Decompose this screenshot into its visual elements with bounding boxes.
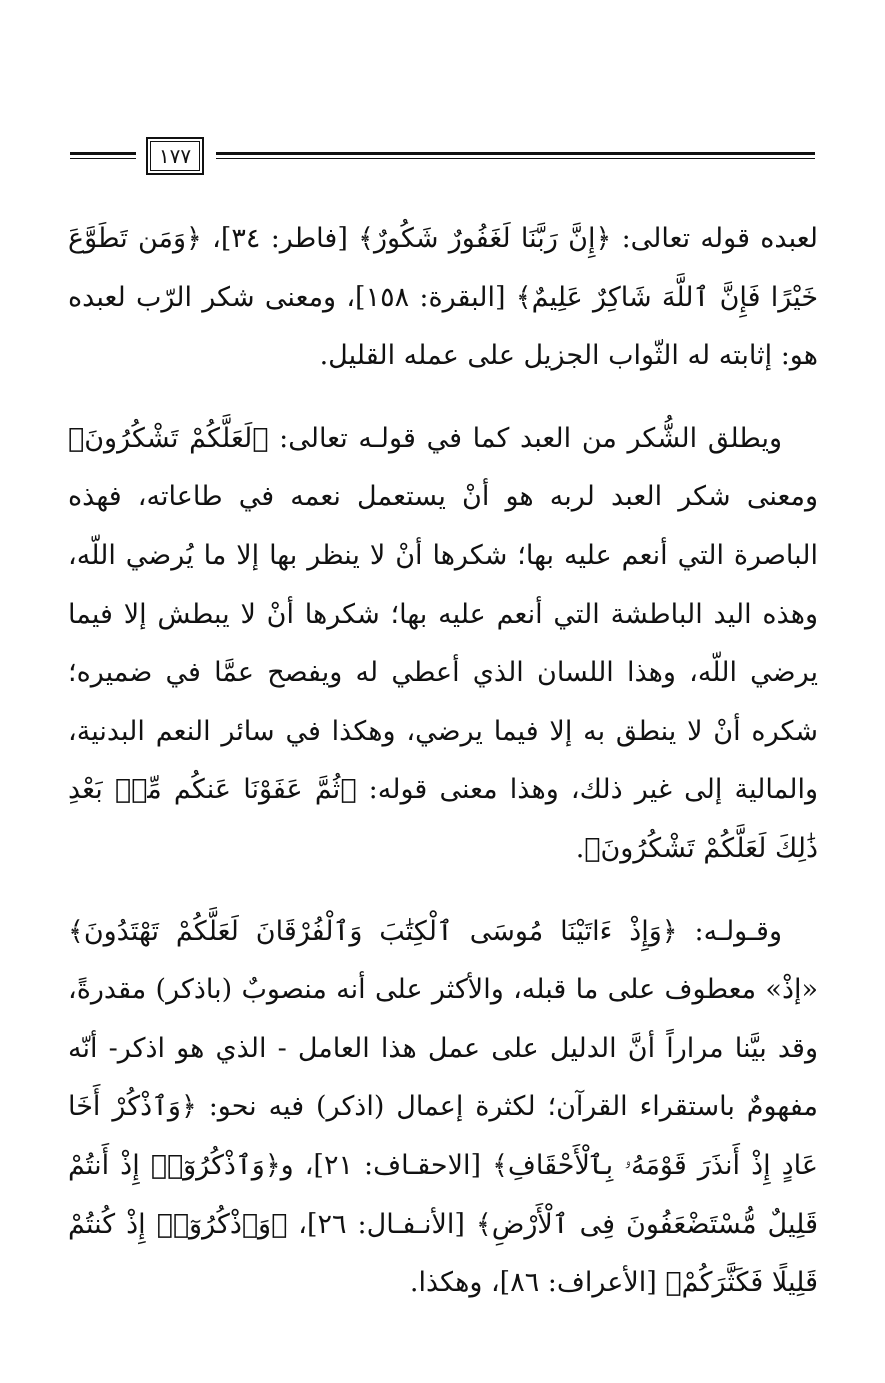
header-rule-left (70, 152, 136, 159)
paragraph-3: وقـولـه: ﴿وَإِذْ ءَاتَيْنَا مُوسَى ٱلْكِتَٰبَ وَٱلْفُرْقَانَ لَعَلَّكُمْ تَهْتَدُونَ﴾ «إذْ» معطوف على ما قبله، والأكثر على أنه منصوبٌ (باذكر) مقدرةً، وقد بيَّنا مراراً أنَّ الدليل على عمل هذا العامل - الذي هو اذكر- أنّه مفهومٌ باستقراء القرآن؛ لكثرة إعمال (اذكر) فيه نحو: ﴿وَٱذْكُرْ أَخَا عَادٍ إِذْ أَنذَرَ قَوْمَهُۥ بِٱلْأَحْقَافِ﴾ [الاحقـاف: ٢١]، و﴿وَٱذْكُرُوٓا۟ إِذْ أَنتُمْ قَلِيلٌ مُّسْتَضْعَفُونَ فِى ٱلْأَرْضِ﴾ [الأنـفـال: ٢٦]، ﴿وَٱذْكُرُوٓا۟ إِذْ كُنتُمْ قَلِيلًا فَكَثَّرَكُمْ﴾ [الأعراف: ٨٦]، وهكذا. (68, 915, 818, 1299)
header-rule-right (216, 152, 815, 159)
page-number: ١٧٧ (158, 144, 192, 168)
page-header (70, 135, 815, 177)
page-body (68, 210, 818, 1313)
paragraph-2: ويطلق الشُّكر من العبد كما في قولـه تعالى: ﴿لَعَلَّكُمْ تَشْكُرُونَ﴾ ومعنى شكر العبد لربه هو أنْ يستعمل نعمه في طاعاته، فهذه الباصرة التي أنعم عليه بها؛ شكرها أنْ لا ينظر بها إلا ما يُرضي اللّه، وهذه اليد الباطشة التي أنعم عليه بها؛ شكرها أنْ لا يبطش إلا فيما يرضي اللّه، وهذا اللسان الذي أعطي له ويفصح عمَّا في ضميره؛ شكره أنْ لا ينطق به إلا فيما يرضي، وهكذا في سائر النعم البدنية، والمالية إلى غير ذلك، وهذا معنى قوله: ﴿ثُمَّ عَفَوْنَا عَنكُم مِّنۢ بَعْدِ ذَٰلِكَ لَعَلَّكُمْ تَشْكُرُونَ﴾. (68, 422, 818, 864)
paragraph-1: لعبده قوله تعالى: ﴿إِنَّ رَبَّنَا لَغَفُورٌ شَكُورٌ﴾ [فاطر: ٣٤]، ﴿وَمَن تَطَوَّعَ خَيْرًا فَإِنَّ ٱللَّهَ شَاكِرٌ عَلِيمٌ﴾ [البقرة: ١٥٨]، ومعنى شكر الرّب لعبده هو: إثابته له الثّواب الجزيل على عمله القليل. (68, 223, 819, 372)
page-number-box (146, 137, 204, 175)
